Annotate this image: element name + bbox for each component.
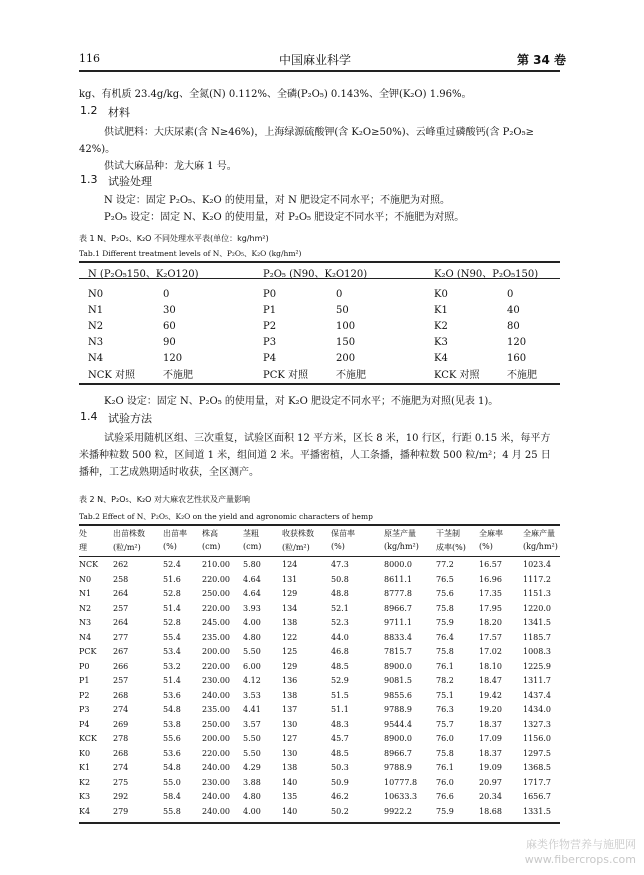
table1-row bbox=[88, 302, 567, 318]
table2-cell: 9922.2 bbox=[384, 806, 412, 816]
table2-cell: 1297.5 bbox=[523, 748, 551, 758]
table2-cell: 78.2 bbox=[436, 676, 454, 685]
table2-cell: 235.00 bbox=[202, 705, 230, 714]
table2-cell: 18.68 bbox=[479, 806, 502, 816]
table2-cell: 240.00 bbox=[202, 792, 230, 801]
soil-text-line: kg、有机质 23.4g/kg、全氮(N) 0.112%、全磷(P₂O₅) 0.143%、全钾(K₂O) 1.96%。 bbox=[79, 89, 472, 100]
table1-cell: N4 bbox=[88, 352, 104, 364]
table2-header-cell: (kg/hm²) bbox=[384, 542, 419, 551]
table2-cell: 200.00 bbox=[202, 647, 230, 656]
table2-cell: 4.41 bbox=[243, 705, 261, 714]
table2-cell: 54.8 bbox=[163, 705, 181, 714]
table1-row bbox=[88, 350, 567, 366]
table2-cell: 18.37 bbox=[479, 748, 502, 758]
table2-cell: 1656.7 bbox=[523, 792, 551, 801]
table2-cell: 52.9 bbox=[331, 676, 349, 685]
table2-cell: 52.1 bbox=[331, 603, 349, 613]
table2-cell: 4.12 bbox=[243, 676, 261, 685]
watermark-line-1: 麻类作物营养与施肥网 bbox=[526, 838, 636, 851]
table2-cell: 55.0 bbox=[163, 777, 181, 787]
table2-cell: 138 bbox=[282, 690, 298, 700]
table2-top-rule bbox=[79, 524, 560, 526]
table2-cell: 8900.0 bbox=[384, 661, 412, 671]
table2-cell: 3.57 bbox=[243, 719, 261, 729]
table2-cell: 54.8 bbox=[163, 763, 181, 772]
table1-row bbox=[88, 286, 567, 302]
table2-header-cell: 出苗株数 bbox=[113, 529, 145, 538]
table2-cell: P2 bbox=[79, 690, 90, 700]
table2-header-cell: 原茎产量 bbox=[384, 529, 416, 538]
table2-cell: 9788.9 bbox=[384, 705, 412, 714]
table2-cell: 129 bbox=[282, 661, 298, 671]
table2-header-cell: 理 bbox=[79, 543, 87, 552]
table2-cell: 46.8 bbox=[331, 647, 349, 656]
table2-cell: 18.20 bbox=[479, 618, 502, 627]
table1-cell: 0 bbox=[336, 288, 343, 300]
table2-cell: 20.34 bbox=[479, 792, 502, 801]
table2-cell: 1437.4 bbox=[523, 690, 551, 700]
table2-cell: 16.96 bbox=[479, 574, 502, 584]
table1-cell: 不施肥 bbox=[336, 370, 366, 381]
table2-cell: 292 bbox=[113, 792, 129, 801]
section-1-4-number: 1.4 bbox=[80, 410, 98, 423]
table2-cell: 122 bbox=[282, 632, 298, 642]
table2-header-cell: 保苗率 bbox=[331, 529, 355, 538]
table1-cell: 120 bbox=[163, 352, 183, 364]
table2-cell: 4.80 bbox=[243, 632, 261, 642]
table2-cell: 53.8 bbox=[163, 719, 181, 729]
table1-cell: N0 bbox=[88, 288, 104, 300]
table2-caption-en: Tab.2 Effect of N、P₂O₅、K₂O on the yield and agronomic characters of hemp bbox=[79, 512, 373, 521]
table2-cell: 267 bbox=[113, 647, 129, 656]
table2-cell: 53.6 bbox=[163, 748, 181, 758]
table2-cell: 53.2 bbox=[163, 661, 181, 671]
table2-cell: 4.64 bbox=[243, 574, 261, 584]
table2-cell: 76.3 bbox=[436, 705, 454, 714]
table2-cell: 18.10 bbox=[479, 661, 502, 671]
table1-cell: N3 bbox=[88, 336, 104, 348]
table2-cell: 48.5 bbox=[331, 748, 349, 758]
table1-cell: P4 bbox=[263, 352, 277, 364]
table2-header-cell: 株高 bbox=[202, 529, 218, 538]
table2-cell: 19.09 bbox=[479, 763, 502, 772]
table2-cell: K2 bbox=[79, 777, 91, 787]
table2-header-cell: (%) bbox=[163, 542, 177, 551]
table1-caption-cn: 表 1 N、P₂O₅、K₂O 不同处理水平表(单位：kg/hm²) bbox=[79, 234, 269, 243]
table2-cell: 4.80 bbox=[243, 792, 261, 801]
table2-header-cell: (cm) bbox=[202, 542, 221, 551]
table2-cell: 279 bbox=[113, 806, 129, 816]
table2-cell: 5.50 bbox=[243, 647, 261, 656]
table2-cell: 76.5 bbox=[436, 574, 454, 584]
table2-cell: 1008.3 bbox=[523, 647, 551, 656]
section-1-2-number: 1.2 bbox=[80, 104, 98, 117]
table2-cell: 264 bbox=[113, 589, 129, 598]
table2-cell: 220.00 bbox=[202, 574, 230, 584]
table2-header-cell: 出苗率 bbox=[163, 529, 187, 538]
fertilizer-text-line: 供试肥料：大庆尿素(含 N≥46%)，上海绿源硫酸钾(含 K₂O≥50%)、云峰重过磷酸钙(含 P₂O₅≥ bbox=[104, 127, 535, 138]
method-line-1: 试验采用随机区组、三次重复，试验区面积 12 平方米，区长 8 米，10 行区，行距 0.15 米，每平方 bbox=[104, 433, 551, 444]
table2-cell: 230.00 bbox=[202, 676, 230, 685]
table2-cell: PCK bbox=[79, 647, 97, 656]
fertilizer-text-line-2: 42%)。 bbox=[79, 144, 116, 155]
table2-cell: 6.00 bbox=[243, 661, 261, 671]
table2-cell: 8611.1 bbox=[384, 574, 412, 584]
table1-cell: K1 bbox=[434, 304, 448, 316]
table1-cell: P0 bbox=[263, 288, 277, 300]
table1-cell: P1 bbox=[263, 304, 277, 316]
table2-cell: 17.95 bbox=[479, 603, 502, 613]
table1-row bbox=[88, 366, 567, 381]
table2-cell: 58.4 bbox=[163, 792, 181, 801]
table2-cell: 45.7 bbox=[331, 734, 349, 743]
table2-cell: 53.6 bbox=[163, 690, 181, 700]
table1-cell: 60 bbox=[163, 320, 176, 332]
table2-cell: 77.2 bbox=[436, 560, 454, 569]
page-number: 116 bbox=[79, 52, 100, 65]
table2-cell: 19.20 bbox=[479, 705, 502, 714]
table2-cell: 257 bbox=[113, 603, 129, 613]
table2-cell: 138 bbox=[282, 618, 298, 627]
table2-cell: 274 bbox=[113, 705, 129, 714]
table2-cell: 76.0 bbox=[436, 777, 454, 787]
table2-cell: N3 bbox=[79, 618, 92, 627]
table2-cell: 75.9 bbox=[436, 806, 454, 816]
section-1-4-title: 试验方法 bbox=[108, 412, 152, 425]
table1-cell: 90 bbox=[163, 336, 176, 348]
table2-cell: 277 bbox=[113, 632, 129, 642]
table2-cell: 275 bbox=[113, 777, 129, 787]
table2-cell: 1327.3 bbox=[523, 719, 551, 729]
table2-cell: 46.2 bbox=[331, 792, 349, 801]
table2-header-cell: (粒/m²) bbox=[113, 543, 141, 552]
table2-cell: 8900.0 bbox=[384, 734, 412, 743]
table2-cell: 55.4 bbox=[163, 632, 181, 642]
table2-cell: 134 bbox=[282, 603, 298, 613]
table1-cell: 200 bbox=[336, 352, 356, 364]
table2-cell: 127 bbox=[282, 734, 298, 743]
table2-cell: P3 bbox=[79, 705, 90, 714]
table2-cell: 220.00 bbox=[202, 661, 230, 671]
table2-cell: 9855.6 bbox=[384, 690, 412, 700]
table2-cell: 220.00 bbox=[202, 603, 230, 613]
table2-cell: 48.5 bbox=[331, 661, 349, 671]
table2-cell: 1225.9 bbox=[523, 661, 551, 671]
table1-cell: 80 bbox=[507, 320, 520, 332]
table2-cell: KCK bbox=[79, 734, 97, 743]
table2-cell: P0 bbox=[79, 661, 90, 671]
table1-cell: 不施肥 bbox=[507, 370, 537, 381]
table1 bbox=[88, 264, 567, 381]
table2-cell: 262 bbox=[113, 560, 129, 569]
table2-cell: 76.0 bbox=[436, 734, 454, 743]
table2-cell: N1 bbox=[79, 589, 92, 598]
table2-header-cell: 收获株数 bbox=[282, 529, 314, 538]
table1-caption-en: Tab.1 Different treatment levels of N、P₂O₅、K₂O (kg/hm²) bbox=[79, 249, 302, 258]
table2-cell: 240.00 bbox=[202, 690, 230, 700]
table2-cell: 1023.4 bbox=[523, 560, 551, 569]
table1-cell: KCK 对照 bbox=[434, 370, 480, 381]
table2-cell: 250.00 bbox=[202, 589, 230, 598]
table2-cell: 131 bbox=[282, 574, 298, 584]
section-1-3-title: 试验处理 bbox=[108, 175, 152, 188]
table1-cell: 120 bbox=[507, 336, 527, 348]
table2-cell: P4 bbox=[79, 719, 90, 729]
table2-header-cell: 茎粗 bbox=[243, 529, 259, 538]
table2-cell: 130 bbox=[282, 748, 298, 758]
table2-cell: 17.02 bbox=[479, 647, 502, 656]
table1-cell: N1 bbox=[88, 304, 104, 316]
table2-cell: N0 bbox=[79, 574, 92, 584]
table2-cell: 4.64 bbox=[243, 589, 261, 598]
table2-cell: 55.8 bbox=[163, 806, 181, 816]
table2-cell: 240.00 bbox=[202, 806, 230, 816]
table2-cell: 18.47 bbox=[479, 676, 502, 685]
table2-cell: 76.1 bbox=[436, 763, 454, 772]
table2-cell: 1151.3 bbox=[523, 589, 551, 598]
table2-header-cell: 处 bbox=[79, 529, 87, 538]
table2-cell: 50.9 bbox=[331, 777, 349, 787]
table1-cell: 0 bbox=[163, 288, 170, 300]
table2-cell: 240.00 bbox=[202, 763, 230, 772]
table2-cell: 51.4 bbox=[163, 676, 181, 685]
watermark bbox=[525, 837, 636, 867]
table2-header-cell: (%) bbox=[479, 542, 493, 551]
table2-cell: 9544.4 bbox=[384, 719, 412, 729]
table2-cell: 3.88 bbox=[243, 777, 261, 787]
table2-cell: 76.4 bbox=[436, 632, 454, 642]
table2-cell: N4 bbox=[79, 632, 92, 642]
table2-cell: 75.1 bbox=[436, 690, 454, 700]
table2-cell: 8777.8 bbox=[384, 589, 412, 598]
table2-cell: NCK bbox=[79, 560, 99, 569]
method-line-3: 播种，工艺成熟期适时收获，全区测产。 bbox=[79, 467, 259, 478]
table2-cell: 75.7 bbox=[436, 719, 454, 729]
table1-cell: 150 bbox=[336, 336, 356, 348]
table2-cell: 10777.8 bbox=[384, 777, 418, 787]
table1-top-rule bbox=[79, 261, 560, 263]
table2-cell: 245.00 bbox=[202, 618, 230, 627]
table2-cell: 52.4 bbox=[163, 560, 181, 569]
table2-cell: 75.8 bbox=[436, 748, 454, 758]
table2-cell: K3 bbox=[79, 792, 91, 801]
table2-cell: 55.6 bbox=[163, 734, 181, 743]
table2-cell: K1 bbox=[79, 763, 91, 772]
section-1-2-title: 材料 bbox=[108, 106, 130, 119]
table2-cell: 4.00 bbox=[243, 806, 261, 816]
table2-header-cell: 全麻产量 bbox=[523, 529, 555, 538]
table2-cell: 1341.5 bbox=[523, 618, 551, 627]
table2-cell: 266 bbox=[113, 661, 129, 671]
table1-cell: K2 bbox=[434, 320, 448, 332]
table1-cell: K3 bbox=[434, 336, 448, 348]
table2-cell: 5.50 bbox=[243, 748, 261, 758]
table2-cell: 3.53 bbox=[243, 690, 261, 700]
variety-text-line: 供试大麻品种：龙大麻 1 号。 bbox=[104, 161, 237, 172]
table2-cell: 268 bbox=[113, 690, 129, 700]
table2-cell: P1 bbox=[79, 676, 90, 685]
table2-cell: 50.2 bbox=[331, 806, 349, 816]
table2-cell: 130 bbox=[282, 719, 298, 729]
table2-cell: 51.5 bbox=[331, 690, 349, 700]
table2-cell: 235.00 bbox=[202, 632, 230, 642]
table2-cell: 53.4 bbox=[163, 647, 181, 656]
k-setting-line: K₂O 设定：固定 N、P₂O₅ 的使用量，对 K₂O 肥设定不同水平；不施肥为对照(见表 1)。 bbox=[104, 396, 499, 407]
table2-cell: 136 bbox=[282, 676, 298, 685]
table2-cell: 7815.7 bbox=[384, 647, 412, 656]
table2-cell: 135 bbox=[282, 792, 298, 801]
table1-cell: 不施肥 bbox=[163, 370, 193, 381]
table2-cell: 75.8 bbox=[436, 603, 454, 613]
table2-cell: 269 bbox=[113, 719, 129, 729]
table2-bottom-rule bbox=[79, 822, 560, 824]
table2-cell: 140 bbox=[282, 806, 298, 816]
table1-bottom-rule bbox=[79, 383, 560, 385]
volume-label: 第 34 卷 bbox=[517, 53, 567, 67]
table2-cell: 230.00 bbox=[202, 777, 230, 787]
table2-header-cell: 成率(%) bbox=[436, 543, 466, 552]
table2-cell: 129 bbox=[282, 589, 298, 598]
table2-cell: 4.29 bbox=[243, 763, 261, 772]
table2-cell: 47.3 bbox=[331, 560, 349, 569]
table2-cell: 1220.0 bbox=[523, 603, 551, 613]
table2-cell: 278 bbox=[113, 734, 129, 743]
table2-cell: 75.6 bbox=[436, 589, 454, 598]
table2-cell: 257 bbox=[113, 676, 129, 685]
journal-name: 中国麻业科学 bbox=[279, 53, 352, 67]
table2-header-cell: (kg/hm²) bbox=[523, 542, 558, 551]
table2-cell: 50.3 bbox=[331, 763, 349, 772]
table2-cell: 200.00 bbox=[202, 734, 230, 743]
table2-cell: 52.8 bbox=[163, 618, 181, 627]
table1-row bbox=[88, 318, 567, 334]
table2-cell: 48.8 bbox=[331, 589, 349, 598]
table2-cell: 20.97 bbox=[479, 777, 502, 787]
table2-cell: 1331.5 bbox=[523, 806, 551, 816]
table2-cell: 75.8 bbox=[436, 647, 454, 656]
table2-cell: 18.37 bbox=[479, 719, 502, 729]
table2-cell: 1717.7 bbox=[523, 777, 551, 787]
table1-cell: 100 bbox=[336, 320, 356, 332]
table2-cell: 8966.7 bbox=[384, 748, 412, 758]
table2-cell: 125 bbox=[282, 647, 298, 656]
table2-cell: 1368.5 bbox=[523, 763, 551, 772]
table2-cell: 52.8 bbox=[163, 589, 181, 598]
table2-header-cell: (粒/m²) bbox=[282, 543, 310, 552]
table2-cell: 16.57 bbox=[479, 560, 502, 569]
table2-cell: 1185.7 bbox=[523, 632, 551, 642]
method-line-2: 米播种粒数 500 粒，区间道 1 米，组间道 2 米。平播密植，人工条播，播种粒数 500 粒/m²；4 月 25 日 bbox=[79, 450, 551, 461]
table2-cell: 17.35 bbox=[479, 589, 502, 598]
table1-cell: P3 bbox=[263, 336, 277, 348]
table2-cell: 274 bbox=[113, 763, 129, 772]
table1-cell: P2 bbox=[263, 320, 277, 332]
table2-cell: 1434.0 bbox=[523, 705, 551, 714]
table1-cell: 30 bbox=[163, 304, 176, 316]
table2-cell: 17.57 bbox=[479, 632, 502, 642]
table2-header-cell: (%) bbox=[331, 542, 345, 551]
header-rule bbox=[79, 70, 560, 72]
table2-cell: 258 bbox=[113, 574, 129, 584]
table2-cell: 19.42 bbox=[479, 690, 502, 700]
table2-cell: 210.00 bbox=[202, 560, 230, 569]
table2-cell: 268 bbox=[113, 748, 129, 758]
table1-cell: NCK 对照 bbox=[88, 370, 136, 381]
table2-cell: 1117.2 bbox=[523, 574, 551, 584]
table2-cell: 76.1 bbox=[436, 661, 454, 671]
table2-header-cell: 干茎制 bbox=[436, 529, 460, 538]
table2-cell: 9788.9 bbox=[384, 763, 412, 772]
table1-cell: PCK 对照 bbox=[263, 370, 309, 381]
table1-cell: 160 bbox=[507, 352, 527, 364]
table2-cell: 1156.0 bbox=[523, 734, 551, 743]
table2-cell: 50.8 bbox=[331, 574, 349, 584]
table1-cell: 40 bbox=[507, 304, 520, 316]
p-setting-line: P₂O₅ 设定：固定 N、K₂O 的使用量，对 P₂O₅ 肥设定不同水平；不施肥为对照。 bbox=[104, 212, 465, 223]
table2-cell: 75.9 bbox=[436, 618, 454, 627]
table2-cell: 250.00 bbox=[202, 719, 230, 729]
table2-cell: 264 bbox=[113, 618, 129, 627]
table2-cell: 8000.0 bbox=[384, 560, 412, 569]
table2-cell: 140 bbox=[282, 777, 298, 787]
table1-cell: 0 bbox=[507, 288, 514, 300]
table2-cell: K4 bbox=[79, 806, 91, 816]
table2-cell: 9711.1 bbox=[384, 618, 412, 627]
table2-header-cell: 全麻率 bbox=[479, 529, 503, 538]
table2-mid-rule bbox=[79, 556, 560, 557]
table2-cell: 5.80 bbox=[243, 560, 261, 569]
section-1-3-number: 1.3 bbox=[80, 173, 98, 186]
table2-cell: 10633.3 bbox=[384, 792, 418, 801]
table1-header-row bbox=[88, 264, 567, 280]
table2-cell: 48.3 bbox=[331, 719, 349, 729]
table1-header-p: P₂O₅ (N90、K₂O120) bbox=[263, 268, 368, 280]
table2-cell: 4.00 bbox=[243, 618, 261, 627]
table1-row bbox=[88, 334, 567, 350]
table2-cell: 51.1 bbox=[331, 705, 349, 714]
table2-cell: N2 bbox=[79, 603, 92, 613]
table2-cell: 17.09 bbox=[479, 734, 502, 743]
table2-caption-cn: 表 2 N、P₂O₅、K₂O 对大麻农艺性状及产量影响 bbox=[79, 495, 250, 504]
table2-cell: 3.93 bbox=[243, 603, 261, 613]
table2-cell: 8966.7 bbox=[384, 603, 412, 613]
table2-cell: 124 bbox=[282, 560, 298, 569]
table2-cell: 220.00 bbox=[202, 748, 230, 758]
table2-cell: K0 bbox=[79, 748, 91, 758]
table2-cell: 51.6 bbox=[163, 574, 181, 584]
table1-header-k: K₂O (N90、P₂O₅150) bbox=[434, 268, 539, 280]
table2-cell: 1311.7 bbox=[523, 676, 551, 685]
table1-cell: K4 bbox=[434, 352, 448, 364]
table2-cell: 76.6 bbox=[436, 792, 454, 801]
table2-cell: 138 bbox=[282, 763, 298, 772]
table2-header-cell: (cm) bbox=[243, 542, 262, 551]
table2-cell: 137 bbox=[282, 705, 298, 714]
table2-cell: 9081.5 bbox=[384, 676, 412, 685]
table2-cell: 5.50 bbox=[243, 734, 261, 743]
n-setting-line: N 设定：固定 P₂O₅、K₂O 的使用量，对 N 肥设定不同水平；不施肥为对照。 bbox=[104, 195, 451, 206]
table2-cell: 44.0 bbox=[331, 632, 349, 642]
table2-cell: 51.4 bbox=[163, 603, 181, 613]
watermark-line-2: www.fibercrops.com bbox=[524, 853, 636, 866]
table1-header-n: N (P₂O₅150、K₂O120) bbox=[88, 268, 199, 280]
table1-cell: K0 bbox=[434, 288, 448, 300]
table1-cell: N2 bbox=[88, 320, 104, 332]
table1-cell: 50 bbox=[336, 304, 349, 316]
table2-cell: 52.3 bbox=[331, 618, 349, 627]
table2-cell: 8833.4 bbox=[384, 632, 412, 642]
